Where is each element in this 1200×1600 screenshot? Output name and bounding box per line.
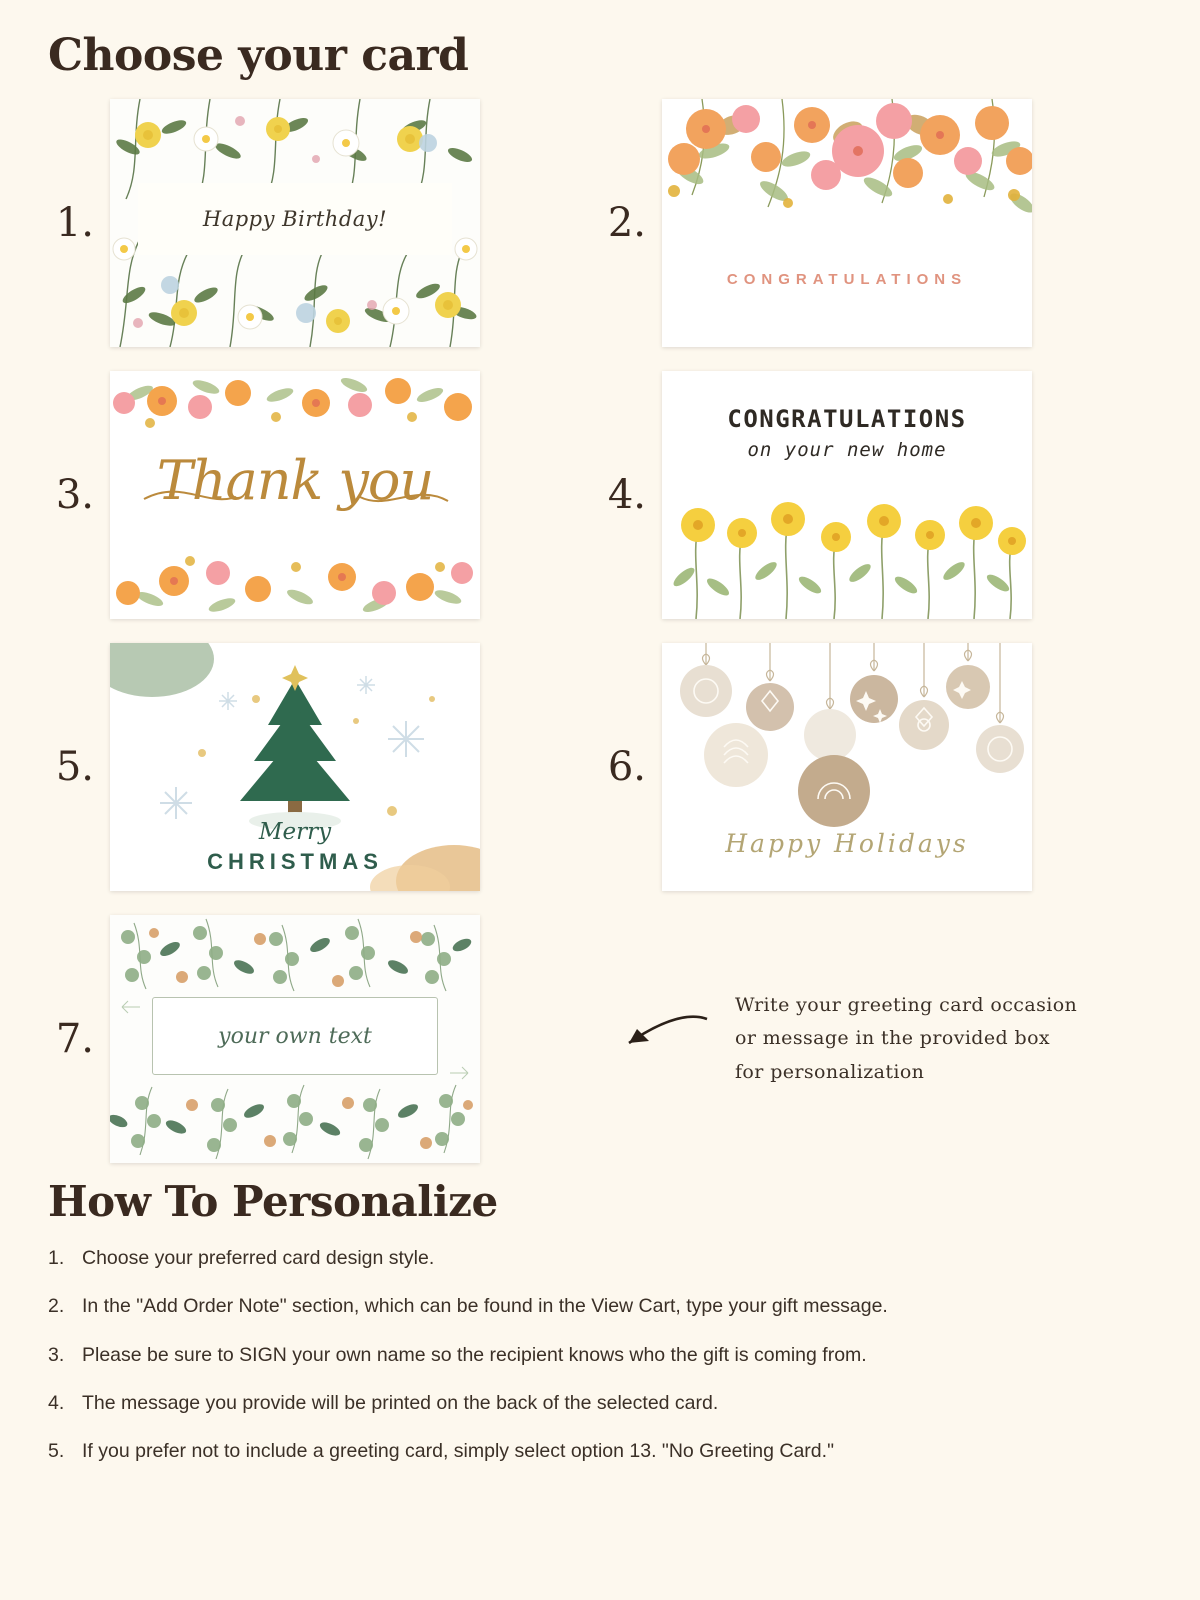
congratulations-card[interactable] <box>662 99 1032 347</box>
card-option-5[interactable] <box>48 643 600 891</box>
watercolor-floral-top-icon <box>662 99 1032 347</box>
card-option-4[interactable] <box>600 371 1152 619</box>
callout-line-1: Write your greeting card occasion <box>735 994 1078 1017</box>
card-number-2: 2. <box>607 200 646 246</box>
card-row <box>48 915 1152 1163</box>
step-item: If you prefer not to include a greeting card, simply select option 13. "No Greeting Card." <box>82 1440 834 1462</box>
card-text-band <box>138 183 452 255</box>
card-text-4: CONGRATULATIONS <box>727 405 967 433</box>
card-number-6: 6. <box>607 744 646 790</box>
card-row <box>48 99 1152 347</box>
card-text-5: Merry <box>258 819 332 845</box>
callout-line-2: or message in the provided box <box>735 1027 1051 1050</box>
card-text-1: Happy Birthday! <box>202 207 388 231</box>
card-number-1: 1. <box>55 200 94 246</box>
personalize-steps <box>48 1244 1152 1466</box>
custom-text-card[interactable] <box>110 915 480 1163</box>
card-text-6: Happy Holidays <box>725 829 969 858</box>
card-text-2: CONGRATULATIONS <box>726 271 968 288</box>
custom-text-box[interactable] <box>152 997 438 1075</box>
step-item: Please be sure to SIGN your own name so the recipient knows who the gift is coming from. <box>82 1343 867 1366</box>
card-number-5: 5. <box>55 744 94 790</box>
card-grid <box>48 99 1152 1163</box>
card-number-7: 7. <box>55 1016 94 1062</box>
card-option-1[interactable] <box>48 99 600 347</box>
step-item: The message you provide will be printed on the back of the selected card. <box>82 1391 719 1414</box>
callout-line-3: for personalization <box>735 1060 925 1083</box>
thank-you-card[interactable] <box>110 371 480 619</box>
card-number-3: 3. <box>55 472 94 518</box>
card-option-2[interactable] <box>600 99 1152 347</box>
card-row <box>48 643 1152 891</box>
card-text-3: Thank you <box>156 449 434 512</box>
new-home-card[interactable] <box>662 371 1032 619</box>
card-subtext-5: CHRISTMAS <box>207 849 383 874</box>
card-option-7[interactable] <box>48 915 613 1163</box>
merry-christmas-card[interactable] <box>110 643 480 891</box>
how-to-personalize-title: How To Personalize <box>48 1177 498 1226</box>
card-text-7: your own text <box>218 1023 372 1049</box>
step-item: In the "Add Order Note" section, which can be found in the View Cart, type your gift message. <box>82 1295 888 1318</box>
callout-text <box>735 989 1077 1089</box>
callout-arrow-icon <box>619 1009 711 1069</box>
page-title: Choose your card <box>48 30 469 81</box>
happy-holidays-card[interactable] <box>662 643 1032 891</box>
step-item: Choose your preferred card design style. <box>82 1247 435 1269</box>
card-row <box>48 371 1152 619</box>
happy-birthday-card[interactable] <box>110 99 480 347</box>
card-option-3[interactable] <box>48 371 600 619</box>
card-number-4: 4. <box>607 472 646 518</box>
card-option-6[interactable] <box>600 643 1152 891</box>
card-subtext-4: on your new home <box>747 439 947 461</box>
